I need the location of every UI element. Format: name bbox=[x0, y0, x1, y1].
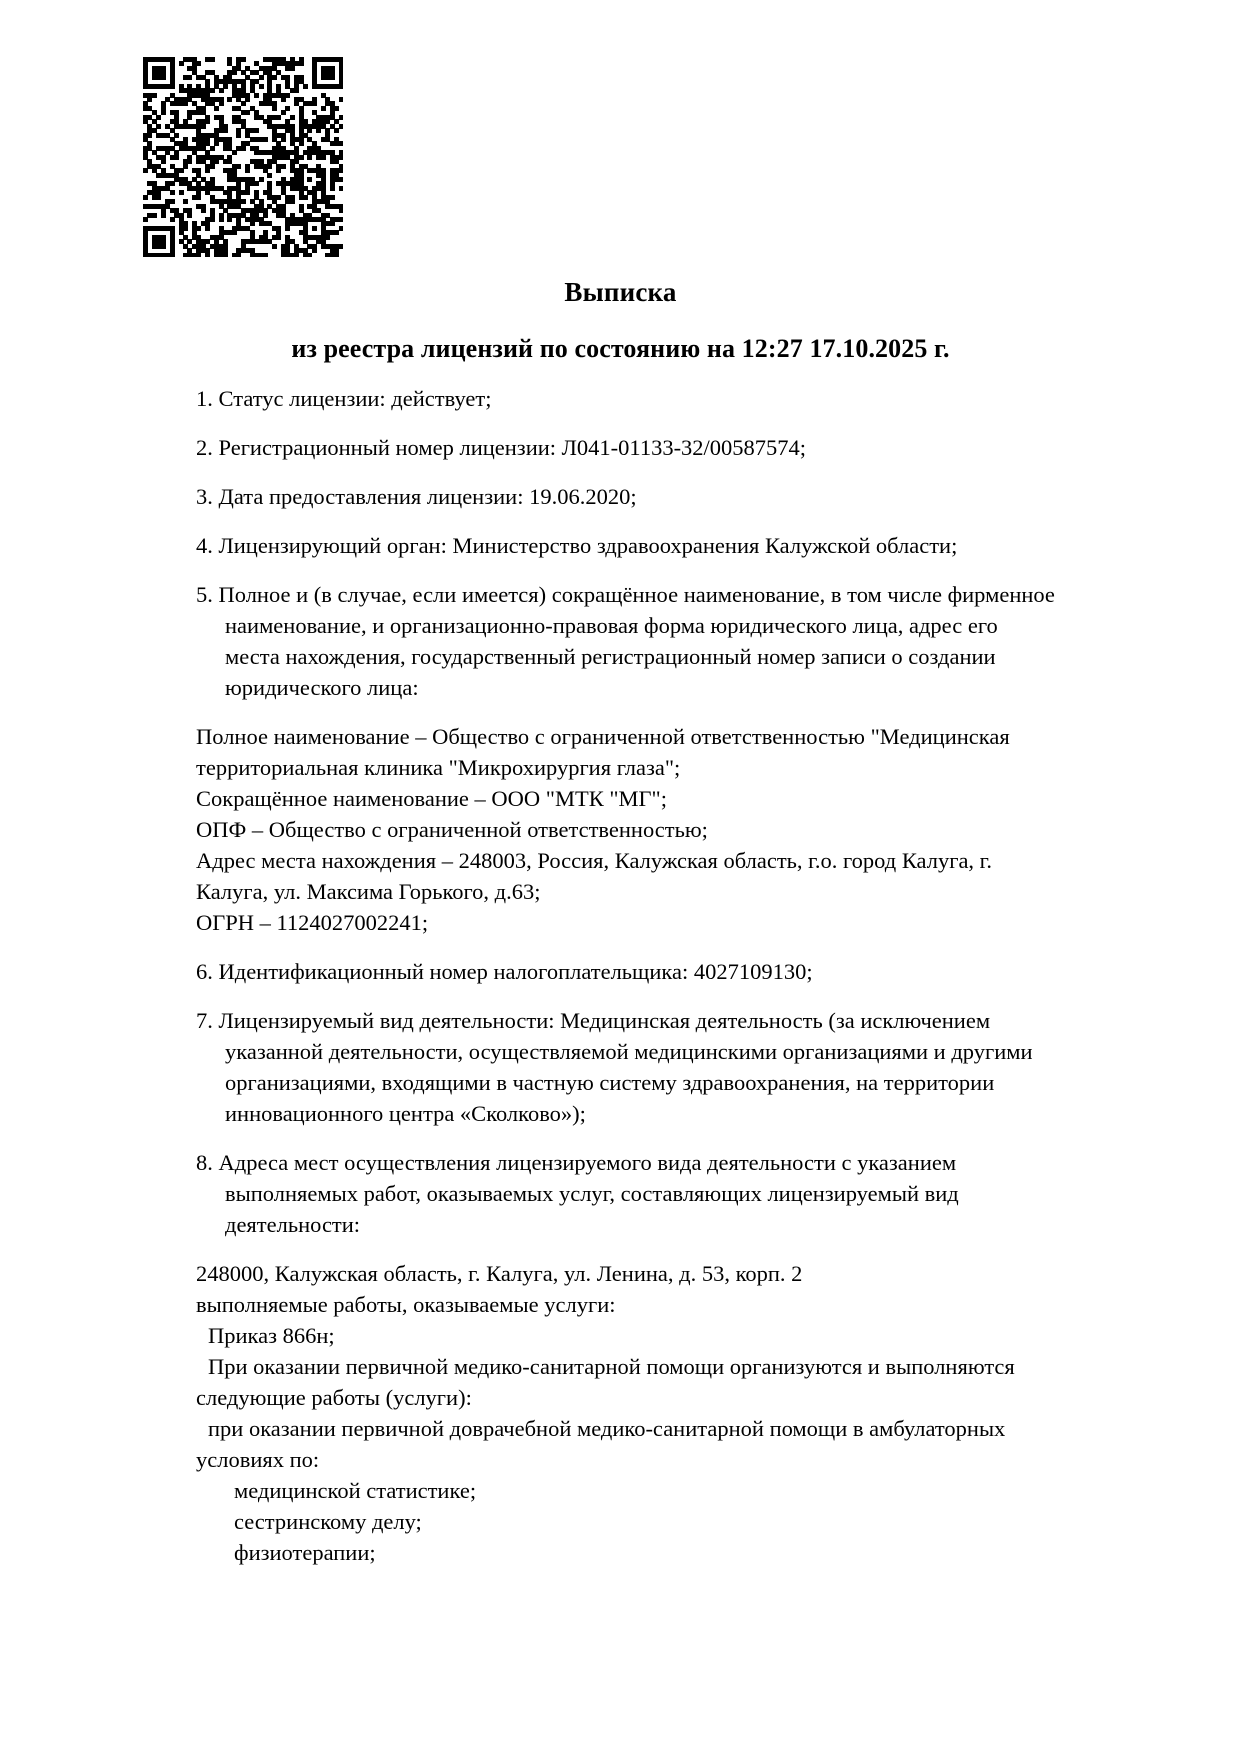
entity-short-name: Сокращённое наименование – ООО "МТК "МГ"; bbox=[196, 786, 667, 811]
license-item-7: 7. Лицензируемый вид деятельности: Медицинская деятельность (за исключением указанной деятельности, осуществляемой медицинскими организациями и другими организациями, входящими в частную систему здравоохранения, на территории инновационного центра «Сколково»); bbox=[196, 1008, 1033, 1126]
license-item-3: 3. Дата предоставления лицензии: 19.06.2020; bbox=[196, 484, 637, 509]
license-item-1: 1. Статус лицензии: действует; bbox=[196, 386, 492, 411]
activity-address: 248000, Калужская область, г. Калуга, ул. Ленина, д. 53, корп. 2 bbox=[196, 1261, 803, 1286]
entity-legal-form: ОПФ – Общество с ограниченной ответственностью; bbox=[196, 817, 708, 842]
license-item-6: 6. Идентификационный номер налогоплательщика: 4027109130; bbox=[196, 959, 813, 984]
outpatient-line-1: при оказании первичной доврачебной медико-санитарной помощи в амбулаторных bbox=[208, 1416, 1006, 1441]
page-title: Выписка bbox=[564, 277, 677, 307]
entity-address-line-1: Адрес места нахождения – 248003, Россия, Калужская область, г.о. город Калуга, г. bbox=[196, 848, 992, 873]
primary-care-line-1: При оказании первичной медико-санитарной помощи организуются и выполняются bbox=[208, 1354, 1015, 1379]
license-item-5: 5. Полное и (в случае, если имеется) сокращённое наименование, в том числе фирменное наименование, и организационно-правовая форма юридического лица, адрес его места нахождения, государственный регистрационный номер записи о создании юридического лица: bbox=[196, 582, 1055, 700]
entity-address-line-2: Калуга, ул. Максима Горького, д.63; bbox=[196, 879, 541, 904]
service-item: физиотерапии; bbox=[234, 1540, 376, 1565]
activity-order: Приказ 866н; bbox=[208, 1323, 335, 1348]
primary-care-line-2: следующие работы (услуги): bbox=[196, 1385, 472, 1410]
document-header bbox=[0, 275, 1241, 365]
service-item: медицинской статистике; bbox=[234, 1478, 477, 1503]
entity-details-block bbox=[196, 721, 1058, 938]
service-item: сестринскому делу; bbox=[234, 1509, 422, 1534]
activity-works-header: выполняемые работы, оказываемые услуги: bbox=[196, 1292, 616, 1317]
entity-ogrn: ОГРН – 1124027002241; bbox=[196, 910, 429, 935]
document-content bbox=[196, 383, 1058, 1586]
qr-code-canvas bbox=[143, 57, 343, 257]
outpatient-line-2: условиях по: bbox=[196, 1447, 320, 1472]
license-item-2: 2. Регистрационный номер лицензии: Л041-01133-32/00587574; bbox=[196, 435, 807, 460]
license-item-4: 4. Лицензирующий орган: Министерство здравоохранения Калужской области; bbox=[196, 533, 958, 558]
license-item-8: 8. Адреса мест осуществления лицензируемого вида деятельности с указанием выполняемых работ, оказываемых услуг, составляющих лицензируемый вид деятельности: bbox=[196, 1150, 959, 1237]
entity-full-name-line-1: Полное наименование – Общество с ограниченной ответственностью "Медицинская bbox=[196, 724, 1010, 749]
page-subtitle: из реестра лицензий по состоянию на 12:27 17.10.2025 г. bbox=[291, 334, 950, 363]
activity-address-block bbox=[196, 1258, 1058, 1568]
entity-full-name-line-2: территориальная клиника "Микрохирургия глаза"; bbox=[196, 755, 681, 780]
qr-code-icon bbox=[143, 57, 343, 257]
